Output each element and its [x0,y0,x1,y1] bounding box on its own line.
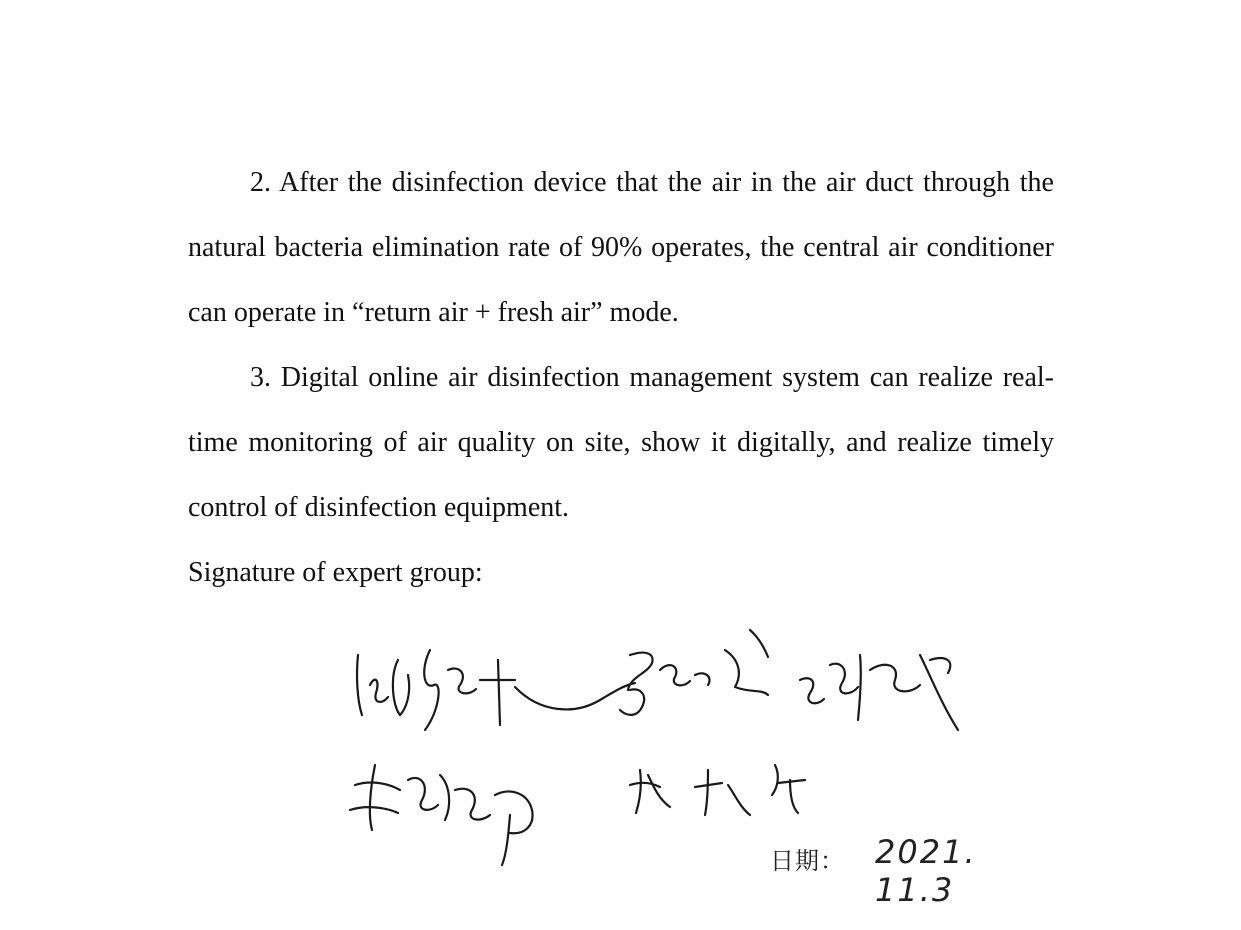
document-body [188,150,1054,605]
signature-4 [350,765,533,865]
paragraph-2: 2. After the disinfection device that the air in the air duct through the natural bacteria elimination rate of 90% operates, the central air conditioner can operate in “return air + fresh air” mode. [188,167,1054,328]
signature-2 [620,630,768,715]
signature-block [330,615,1030,909]
signature-3 [800,655,958,730]
signature-5 [630,765,805,815]
signature-label: Signature of expert group: [188,557,483,588]
date-value: 2021. 11.3 [875,833,977,909]
signature-1 [357,650,635,730]
paragraph-3: 3. Digital online air disinfection management system can realize real-time monitoring of air quality on site, show it digitally, and realize timely control of disinfection equipment. [188,362,1054,523]
date-label: 日期： [770,847,845,875]
